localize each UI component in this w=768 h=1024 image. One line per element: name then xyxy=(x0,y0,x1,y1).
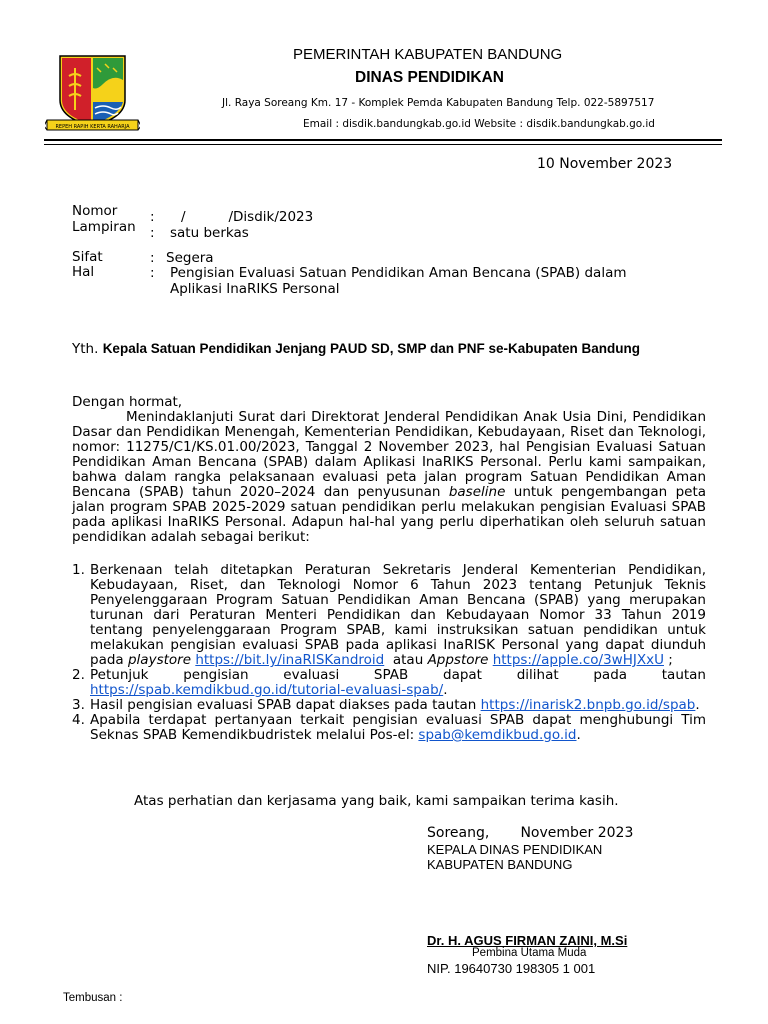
regency-logo xyxy=(45,50,140,134)
item-1-end: ; xyxy=(668,652,673,668)
list-item-number: 2. xyxy=(72,667,85,683)
item-1-italic-appstore: Appstore xyxy=(427,652,489,668)
list-item-text xyxy=(90,668,706,698)
letterhead-divider-thick xyxy=(44,139,722,141)
sifat-colon: : xyxy=(150,250,155,266)
tutorial-link[interactable]: https://spab.kemdikbud.go.id/tutorial-evaluasi-spab/ xyxy=(90,682,444,698)
instruction-list xyxy=(72,563,706,743)
nomor-label: Nomor xyxy=(72,203,118,219)
list-item xyxy=(72,563,706,668)
lampiran-colon: : xyxy=(150,225,155,241)
item-2-text: Petunjuk pengisian evaluasi SPAB dapat dilihat pada tautan xyxy=(90,667,706,683)
list-item-text xyxy=(90,698,706,713)
hal-value-line1: Pengisian Evaluasi Satuan Pendidikan Aman Bencana (SPAB) dalam xyxy=(170,265,627,281)
item-2-end: . xyxy=(443,682,448,698)
letter-date: 10 November 2023 xyxy=(537,156,673,172)
list-item-number: 1. xyxy=(72,562,85,578)
signatory-name: Dr. H. AGUS FIRMAN ZAINI, M.Si xyxy=(427,933,628,948)
cc-label: Tembusan : xyxy=(63,992,123,1004)
item-1-atau: atau xyxy=(392,652,424,668)
hal-value-line2: Aplikasi InaRIKS Personal xyxy=(170,281,340,297)
item-4-end: . xyxy=(576,727,581,743)
body-paragraph-part1: Menindaklanjuti Surat dari Direktorat Jenderal Pendidikan Anak Usia Dini, Pendidikan Dasar dan Pendidikan Menengah, Kementerian Pendidikan, Kebudayaan, Riset dan Teknologi, nomor: 11275/C1/KS.01.00/2023, Tanggal 2 November 2023, hal Pengisian Evaluasi Satuan Pendidikan Aman Bencana (SPAB) dalam Aplikasi InaRIKS Personal. Perlu kami sampaikan, bahwa dalam rangka pelaksanaan evaluasi peta jalan program Satuan Pendidikan Aman Bencana (SPAB) tahun 2020–2024 dan penyusunan xyxy=(72,409,706,500)
closing-sentence: Atas perhatian dan kerjasama yang baik, kami sampaikan terima kasih. xyxy=(134,793,619,809)
recipient xyxy=(72,341,640,357)
item-3-text: Hasil pengisian evaluasi SPAB dapat diakses pada tautan xyxy=(90,697,477,713)
list-item-text xyxy=(90,563,706,668)
appstore-link[interactable]: https://apple.co/3wHJXxU xyxy=(492,652,664,668)
signature-title-1: KEPALA DINAS PENDIDIKAN xyxy=(427,842,603,857)
item-4-text: Apabila terdapat pertanyaan terkait pengisian evaluasi SPAB dapat menghubungi Tim Seknas SPAB Kemendikbudristek melalui Pos-el: xyxy=(90,712,706,743)
list-item-text xyxy=(90,713,706,743)
nomor-colon: : xyxy=(150,209,155,225)
lampiran-label: Lampiran xyxy=(72,219,136,235)
sifat-value: Segera xyxy=(166,250,214,266)
email-link[interactable]: spab@kemdikbud.go.id xyxy=(418,727,577,743)
letterhead-divider-thin xyxy=(44,144,722,145)
list-item xyxy=(72,668,706,698)
list-item xyxy=(72,713,706,743)
logo-motto: REPEH RAPIH KERTA RAHARJA xyxy=(55,124,130,130)
item-3-end: . xyxy=(695,697,700,713)
letterhead-address: Jl. Raya Soreang Km. 17 - Komplek Pemda Kabupaten Bandung Telp. 022-5897517 xyxy=(222,97,655,109)
results-link[interactable]: https://inarisk2.bnpb.go.id/spab xyxy=(480,697,696,713)
nomor-value: / /Disdik/2023 xyxy=(181,209,314,225)
body-paragraph xyxy=(72,410,706,545)
body-paragraph-part2: untuk pengembangan peta jalan program SPAB 2025-2029 satuan pendidikan perlu melakukan pengisian Evaluasi SPAB pada aplikasi InaRIKS Personal. Adapun hal-hal yang perlu diperhatikan oleh seluruh satuan pendidikan adalah sebagai berikut: xyxy=(72,484,707,545)
lampiran-value: satu berkas xyxy=(170,225,249,241)
item-1-text: Berkenaan telah ditetapkan Peraturan Sekretaris Jenderal Kementerian Pendidikan, Kebudayaan, Riset, dan Teknologi Nomor 6 Tahun 2023 tentang Petunjuk Teknis Penyelenggaraan Program Satuan Pendidikan Aman Bencana (SPAB) yang merupakan turunan dari Peraturan Menteri Pendidikan dan Kebudayaan Nomor 33 Tahun 2019 tentang penyelenggaraan Program SPAB, kami instruksikan satuan pendidikan untuk melakukan pengisian evaluasi SPAB pada aplikasi InaRISK Personal yang dapat diunduh pada xyxy=(90,562,706,668)
recipient-prefix: Yth. xyxy=(72,341,99,357)
letterhead-government: PEMERINTAH KABUPATEN BANDUNG xyxy=(293,46,563,63)
signatory-rank: Pembina Utama Muda xyxy=(472,947,587,959)
playstore-link[interactable]: https://bit.ly/inaRISKandroid xyxy=(195,652,385,668)
sifat-label: Sifat xyxy=(72,249,103,265)
greeting: Dengan hormat, xyxy=(72,394,183,410)
signatory-nip: NIP. 19640730 198305 1 001 xyxy=(427,961,596,976)
hal-label: Hal xyxy=(72,264,95,280)
hal-colon: : xyxy=(150,265,155,281)
signature-title-2: KABUPATEN BANDUNG xyxy=(427,857,573,872)
body-paragraph-italic: baseline xyxy=(448,484,506,500)
recipient-name: Kepala Satuan Pendidikan Jenjang PAUD SD, SMP dan PNF se-Kabupaten Bandung xyxy=(102,341,641,356)
list-item-number: 4. xyxy=(72,712,85,728)
item-1-italic-playstore: playstore xyxy=(127,652,192,668)
letterhead-contact: Email : disdik.bandungkab.go.id Website : disdik.bandungkab.go.id xyxy=(303,118,655,130)
list-item xyxy=(72,698,706,713)
signature-place-date: Soreang, November 2023 xyxy=(427,825,634,841)
list-item-number: 3. xyxy=(72,697,85,713)
letterhead-agency: DINAS PENDIDIKAN xyxy=(355,69,504,86)
